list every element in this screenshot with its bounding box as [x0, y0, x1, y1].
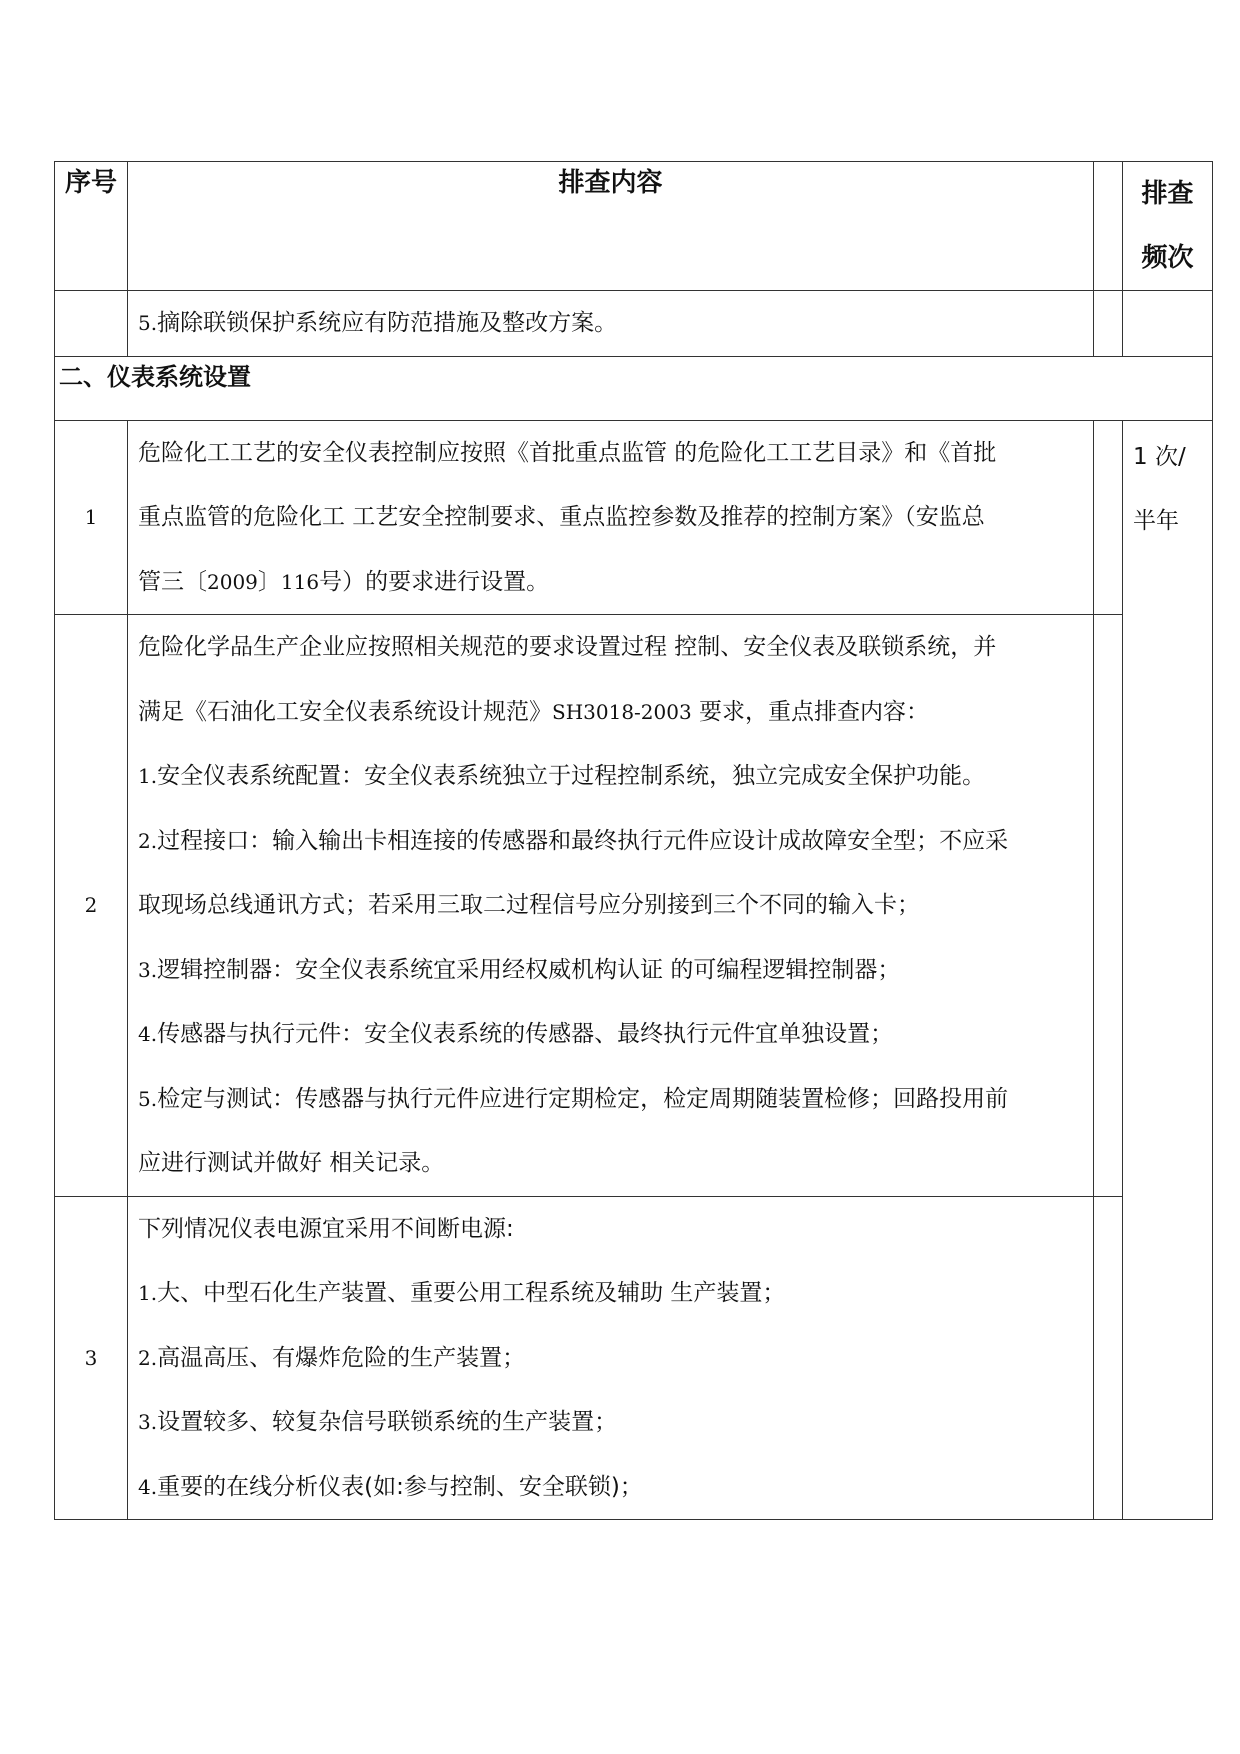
table-row: [55, 615, 1213, 1197]
item-2-line-2: 满足《石油化工安全仪表系统设计规范》SH3018-2003 要求，重点排查内容：: [138, 698, 930, 725]
carry-freq-cell: [1123, 291, 1213, 357]
item-3-seq: 3: [55, 1196, 128, 1520]
carry-content-cell: [128, 291, 1094, 357]
carry-seq-cell: [55, 291, 128, 357]
frequency-line-1: 1 次/: [1133, 443, 1186, 470]
frequency-cell: [1123, 420, 1213, 1520]
item-1-line-2: 重点监管的危险化工 工艺安全控制要求、重点监控参数及推荐的控制方案》（安监总: [138, 504, 985, 530]
table-row: [55, 420, 1213, 615]
item-1-content: [128, 420, 1094, 615]
item-2-point-1: 1.安全仪表系统配置：安全仪表系统独立于过程控制系统，独立完成安全保护功能。: [138, 763, 986, 789]
item-2-content: [128, 615, 1094, 1197]
table-header-row: [55, 162, 1213, 291]
item-1-gap: [1094, 420, 1123, 615]
frequency-line-2: 半年: [1133, 507, 1179, 534]
item-2-point-4: 4.传感器与执行元件：安全仪表系统的传感器、最终执行元件宜单独设置；: [138, 1021, 894, 1047]
item-3-point-1: 1.大、中型石化生产装置、重要公用工程系统及辅助 生产装置；: [138, 1280, 786, 1306]
header-seq-cell: [55, 162, 128, 291]
header-freq-line1: 排查: [1141, 179, 1194, 209]
inspection-table: [54, 161, 1213, 1520]
header-content: 排查内容: [558, 168, 663, 198]
item-3-content: [128, 1196, 1094, 1520]
item-1-line-1: 危险化工工艺的安全仪表控制应按照《首批重点监管 的危险化工工艺目录》和《首批: [138, 439, 997, 466]
section-title: 二、仪表系统设置: [59, 362, 251, 391]
table-row: [55, 1196, 1213, 1520]
item-3-line-1: 下列情况仪表电源宜采用不间断电源:: [138, 1215, 514, 1242]
item-2-point-5: 5.检定与测试：传感器与执行元件应进行定期检定，检定周期随装置检修；回路投用前: [138, 1085, 1009, 1112]
item-2-point-2-cont: 取现场总线通讯方式；若采用三取二过程信号应分别接到三个不同的输入卡；: [138, 892, 920, 918]
header-seq: 序号: [64, 168, 117, 198]
section-cell: [55, 356, 1213, 420]
section-row: [55, 356, 1213, 420]
item-2-point-3: 3.逻辑控制器：安全仪表系统宜采用经权威机构认证 的可编程逻辑控制器；: [138, 956, 901, 983]
header-gap-cell: [1094, 162, 1123, 291]
item-2-point-2: 2.过程接口：输入输出卡相连接的传感器和最终执行元件应设计成故障安全型；不应采: [138, 827, 1009, 854]
item-2-line-1: 危险化学品生产企业应按照相关规范的要求设置过程 控制、安全仪表及联锁系统，并: [138, 634, 997, 660]
item-1-line-3: 管三〔2009〕116号）的要求进行设置。: [138, 568, 550, 595]
item-1-seq: 1: [55, 420, 128, 615]
item-2-seq: 2: [55, 615, 128, 1197]
header-freq-line2: 频次: [1141, 243, 1194, 273]
carry-gap-cell: [1094, 291, 1123, 357]
item-3-point-2: 2.高温高压、有爆炸危险的生产装置；: [138, 1344, 526, 1371]
item-3-point-3: 3.设置较多、较复杂信号联锁系统的生产装置；: [138, 1409, 618, 1435]
carry-line: 5.摘除联锁保护系统应有防范措施及整改方案。: [138, 310, 618, 336]
header-freq-cell: [1123, 162, 1213, 291]
item-2-gap: [1094, 615, 1123, 1197]
header-content-cell: [128, 162, 1094, 291]
item-2-point-5-cont: 应进行测试并做好 相关记录。: [138, 1150, 445, 1176]
item-3-point-4: 4.重要的在线分析仪表(如:参与控制、安全联锁)；: [138, 1473, 643, 1500]
carry-over-row: [55, 291, 1213, 357]
item-3-gap: [1094, 1196, 1123, 1520]
